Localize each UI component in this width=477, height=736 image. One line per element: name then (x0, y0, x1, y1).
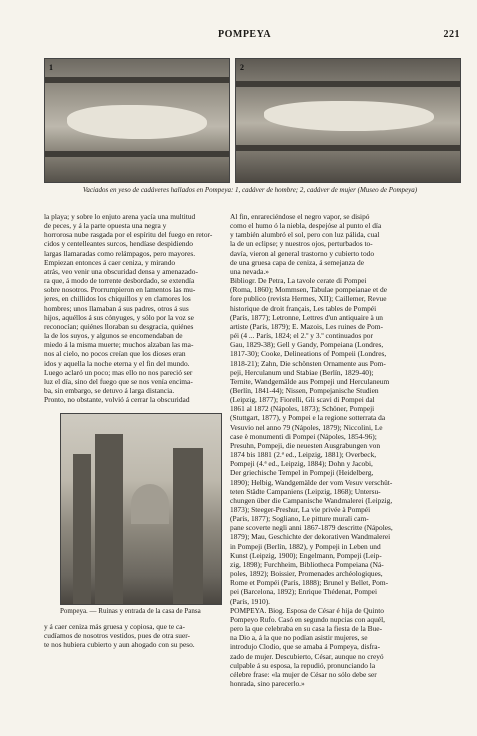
text-line: fore publico (revista Hermes, XII); Caillemer, Revue (230, 294, 387, 304)
text-line: 1879); Mau, Geschichte der dekorativen Wandmalerei (230, 532, 391, 542)
text-line: y también alumbró el sol, pero con luz pálida, cual (230, 230, 380, 240)
text-line: Pronto, no obstante, volvió á cerrar la obscuridad (44, 395, 190, 405)
text-line: Luego aclaró un poco; mas ello no nos pareció ser (44, 367, 193, 377)
figure-label: 2 (240, 63, 244, 72)
text-line: (Berlín, 1841-44); Nissen, Pompejanische Studien (230, 385, 379, 395)
text-line: jeres, en chillidos los chiquillos y en clamores los (44, 294, 191, 304)
text-line: hijos, aquéllos á sus cónyuges, y sólo por la voz se (44, 312, 194, 322)
text-line: ra que, á modo de torrente desbordado, se extendía (44, 276, 195, 286)
text-line: teten Städte Campaniens (Leipzig, 1868); Untersu- (230, 486, 381, 496)
text-line: reconocían; quiénes lloraban su desgracia, quiénes (44, 321, 194, 331)
text-line: historique de droit français, Les tables de Pompéi (230, 303, 377, 313)
text-line: Rome et Pompéi (París, 1888); Brunel y Bellet, Pom- (230, 578, 389, 588)
bottom-figure-caption: Pompeya. — Ruinas y entrada de la casa de Pansa (60, 607, 201, 615)
text-line: de una gruesa capa de ceniza, á semejanza de (230, 257, 364, 267)
text-line: Pompeyo Rufo. Casó en segundo nupcias con aquél, (230, 614, 385, 624)
text-line: 1874 bis 1881 (2.ª ed., Leipzig, 1881); Overbeck, (230, 450, 377, 460)
plaster-cast-body (264, 101, 434, 131)
text-line: Bibliogr. De Petra, La tavole cerate di Pompei (230, 276, 367, 286)
text-line: Pompeji (4.ª ed., Leipzig, 1884); Dohn y Jacobi, (230, 459, 373, 469)
text-line: cidos y centelleantes surcos, hendíase despidiendo (44, 239, 193, 249)
display-case-rail (45, 77, 229, 83)
text-line: como el humo ó la niebla, despejóse al punto el día (230, 221, 382, 231)
text-line: nos al cielo, no pocos creían que los dioses eran (44, 349, 186, 359)
text-line: de peces, y á la parte opuesta una negra y (44, 221, 167, 231)
text-line: ba, sin embargo, se detuvo á larga distancia. (44, 385, 175, 395)
text-line: 1818-21); Zahn, Die schönsten Ornamente aus Pom- (230, 358, 386, 368)
text-line: pane scoverte negli anni 1867-1879 descritte (Nápoles, (230, 523, 393, 533)
text-line: la playa; y sobre lo enjuto arena yacía una multitud (44, 212, 196, 221)
text-line: artiste (París, 1879); E. Mazois, Les ruines de Pom- (230, 321, 383, 331)
plaster-cast-body (67, 105, 207, 139)
text-line: horrorosa nube rasgada por el espíritu del fuego en retor- (44, 230, 213, 240)
text-line: case è monumenti di Pompei (Nápoles, 1854-96); (230, 431, 377, 441)
text-line: na Dio a, á la que no podían asistir mujeres, se (230, 633, 368, 643)
display-case-rail (236, 81, 460, 87)
display-case-rail (236, 145, 460, 151)
text-line: zado de mujer. Descubierto, César, aunque no creyó (230, 651, 384, 661)
text-line: culpable á su esposa, la repudió, pronunciando la (230, 660, 376, 670)
text-line: la de un eclipse; y nuestros ojos, perturbados to- (230, 239, 373, 249)
ruin-column (95, 434, 123, 604)
text-line: Presuhn, Pompeji, die neuesten Ausgrabungen von (230, 440, 381, 450)
text-line: 1873); Steeger-Preshur, La vie privée à Pompéi (230, 505, 371, 514)
text-line: in Pompeji (Berlín, 1882), y Pompeji in Leben und (230, 541, 381, 551)
text-line: atrás, veo venir una obscuridad densa y amenazado- (44, 266, 198, 276)
text-line: péi (4 ... París, 1824; el 2.º y 3.º continuados por (230, 331, 373, 341)
text-line: miedo á la misma muerte; muchos alzaban las ma- (44, 340, 194, 350)
text-line: (París, 1877); Sogliano, Le pitture murali cam- (230, 514, 369, 524)
text-line: (Roma, 1860); Mommsen, Tabulae pompeianae et de (230, 285, 387, 295)
vesuvius-silhouette (131, 484, 169, 524)
text-line: zig, 1898); Furchheim, Bibliotheca Pompeiana (Ná- (230, 559, 384, 569)
text-line: chungen über die Campanische Wandmalerei (Leipzig, (230, 495, 393, 505)
text-line: sobre nosotros. Prorrumpieron en lamentos las mu- (44, 285, 196, 295)
text-line: célebre frase: «la mujer de César no sólo debe ser (230, 669, 377, 679)
text-line: poles, 1892); Boissier, Promenades archéologiques, (230, 569, 383, 579)
text-line: pei (Barcelona, 1892); Enrique Thédenat, Pompei (230, 587, 378, 597)
text-line: la de los suyos, y algunos se encomendaban de (44, 331, 183, 341)
text-line: hombres; unos llamaban á sus padres, otros á sus (44, 303, 189, 313)
left-column-text (44, 212, 222, 404)
text-line: davía, vieron al general trastorno y cubierto todo (230, 248, 375, 258)
text-line: 1890); Helbig, Wandgemälde der vom Vesuv verschüt- (230, 477, 393, 487)
text-line: Gau, 1829-38); Gell y Gandy, Pompeiana (Londres, (230, 340, 384, 350)
text-line: (Leipzig, 1877); Fiorelli, Gli scavi di Pompei dal (230, 395, 375, 405)
cast-photo-man (44, 58, 230, 183)
text-line: largas llamaradas como relámpagos, pero mayores. (44, 248, 196, 258)
page-number: 221 (443, 29, 460, 40)
text-line: (París, 1877); Letronne, Lettres d'un antiquaire à un (230, 312, 383, 322)
display-case-rail (45, 151, 229, 157)
text-line: una nevada.» (230, 266, 269, 276)
text-line: (Stuttgart, 1877), y Pompei e la regione sotterrata da (230, 413, 386, 423)
cast-photo-woman (235, 58, 461, 183)
text-line: luz el día, sino del fuego que se nos venía encima- (44, 376, 193, 386)
text-line: idos y aquella la noche eterna y el fin del mundo. (44, 358, 190, 368)
running-header (40, 29, 460, 43)
figure-label: 1 (49, 63, 53, 72)
text-line: (París, 1910). (230, 596, 271, 606)
text-line: pero la que celebraba en su casa la fiesta de la Bue- (230, 624, 383, 634)
text-line: POMPEYA. Biog. Esposa de César é hija de Quinto (230, 605, 384, 615)
text-line: Kunst (Leipzig, 1900); Engelmann, Pompeji (Leip- (230, 550, 382, 560)
text-line: y á caer ceniza más gruesa y copiosa, que te ca- (44, 622, 185, 631)
text-line: 1817-30); Cooke, Delineations of Pompeii (Londres, (230, 349, 387, 359)
text-line: Al fin, enrareciéndose el negro vapor, se disipó (230, 212, 370, 221)
text-line: peji, Herculanum und Stabiae (Berlín, 1829-40); (230, 367, 374, 377)
ruin-column (73, 454, 91, 604)
right-column-text (230, 212, 459, 688)
text-line: honrada, sino parecerlo.» (230, 678, 305, 688)
text-line: Ternite, Wandgemälde aus Pompeji und Herculaneum (230, 376, 390, 386)
text-line: cudíamos de nosotros vestidos, pues de otra suer- (44, 631, 190, 641)
left-column-continuation (44, 622, 222, 649)
text-line: te nos hubiera cubierto y aun ahogado con su peso. (44, 640, 195, 650)
text-line: 1861 al 1872 (Nápoles, 1873); Schöner, Pompeji (230, 404, 375, 414)
text-line: Vesuvio nel anno 79 (Nápoles, 1879); Niccolini, Le (230, 422, 383, 432)
ruin-column (173, 448, 203, 604)
ruins-photo (60, 413, 222, 605)
text-line: introdujo Clodio, que se amaba á Pompeya, disfra- (230, 642, 381, 652)
top-figure-caption: Vaciados en yeso de cadáveres hallados en Pompeya: 1, cadáver de hombre; 2, cadáver de mujer (Museo de Pompeya) (82, 186, 418, 194)
text-line: Der griechische Tempel in Pompeji (Heidelberg, (230, 468, 374, 478)
page-title: POMPEYA (218, 29, 272, 40)
text-line: Empiezan entonces á caer ceniza, y mirando (44, 257, 176, 267)
